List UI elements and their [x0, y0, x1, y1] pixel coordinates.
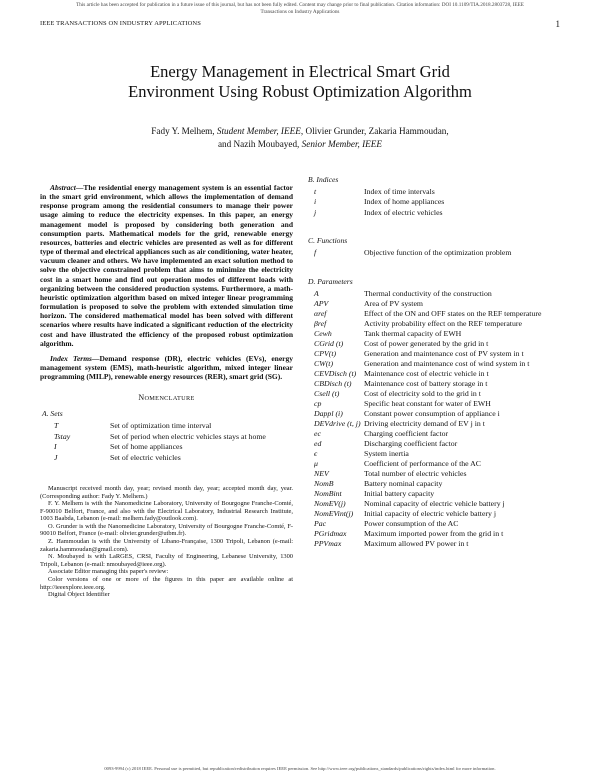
nomenclature-symbol: NomB	[314, 478, 334, 488]
nomenclature-row	[306, 359, 541, 369]
nomenclature-row	[306, 499, 541, 509]
functions-heading: C. Functions	[308, 236, 348, 246]
nomenclature-row	[306, 379, 541, 389]
nomenclature-row	[306, 469, 541, 479]
nomenclature-row	[306, 399, 541, 409]
nomenclature-symbol: NomBint	[314, 488, 342, 498]
nomenclature-description: Index of time intervals	[364, 187, 435, 196]
left-column	[40, 183, 293, 599]
nomenclature-symbol: Dappl (i)	[314, 408, 343, 418]
sets-table	[40, 421, 266, 463]
footnote-paragraph: Manuscript received month day, year; revised month day, year; accepted month day, year. (Corresponding author: Fady Y. Melhem.)	[40, 484, 293, 500]
nomenclature-symbol: PPVmax	[314, 538, 342, 548]
title-line1: Energy Management in Electrical Smart Grid	[150, 62, 450, 81]
nomenclature-symbol: NomEV(j)	[314, 498, 346, 508]
nomenclature-row	[306, 319, 541, 329]
nomenclature-symbol: A	[314, 288, 319, 298]
nomenclature-description: Cost of power generated by the grid in t	[364, 338, 489, 348]
nomenclature-symbol: cp	[314, 398, 322, 408]
nomenclature-description: Maintenance cost of battery storage in t	[364, 378, 488, 388]
nomenclature-description: Index of electric vehicles	[364, 207, 443, 217]
nomenclature-description: Tank thermal capacity of EWH	[364, 328, 462, 338]
abstract	[40, 183, 293, 348]
right-column	[306, 175, 562, 549]
preprint-notice-line2: Transactions on Industry Applications	[260, 9, 340, 15]
index-terms-text: —Demand response (DR), electric vehicles (EVs), energy management system (EMS), math-heuristic algorithm, mixed integer linear programming (MILP), renewable energy resources (RER), smart grid (SG).	[40, 353, 293, 382]
nomenclature-heading: NOMENCLATURE	[138, 393, 195, 403]
nomenclature-symbol: CPV(t)	[314, 348, 337, 358]
nomenclature-description: Nominal capacity of electric vehicle battery j	[364, 498, 505, 508]
nomenclature-row	[306, 509, 541, 519]
nomenclature-description: Effect of the ON and OFF states on the REF temperature	[364, 308, 542, 318]
nomenclature-symbol: T	[54, 421, 59, 431]
nomenclature-symbol: Pac	[314, 518, 327, 528]
author-list	[40, 125, 560, 151]
nomenclature-symbol: ϵ	[314, 448, 318, 458]
nomenclature-symbol: i	[314, 197, 317, 207]
footnote-paragraph: O. Grunder is with the Nanomedicine Laboratory, University of Bourgogne Franche-Comté, F-90010 Belfort, France (e-mail: olivier.grunder@utbm.fr).	[40, 522, 293, 538]
nomenclature-description: Set of home appliances	[110, 442, 183, 452]
nomenclature-symbol: CGrid (t)	[314, 338, 344, 348]
nomenclature-description: Total number of electric vehicles	[364, 468, 467, 478]
nomenclature-row	[306, 489, 541, 499]
nomenclature-symbol: μ	[314, 458, 318, 468]
nomenclature-symbol: I	[54, 442, 57, 452]
indices-heading: B. Indices	[308, 175, 339, 184]
nomenclature-description: Specific heat constant for water of EWH	[364, 398, 491, 408]
nomenclature-description: Maximum allowed PV power in t	[364, 538, 469, 548]
paper-title	[40, 62, 560, 102]
footnotes	[40, 485, 293, 599]
nomenclature-description: Initial capacity of electric vehicle battery j	[364, 508, 497, 518]
nomenclature-row	[40, 442, 266, 452]
nomenclature-description: Initial battery capacity	[364, 488, 435, 498]
nomenclature-row	[306, 439, 541, 449]
nomenclature-description: Activity probability effect on the REF temperature	[364, 318, 522, 328]
nomenclature-symbol: f	[314, 248, 317, 258]
nomenclature-symbol: PGridmax	[314, 528, 347, 538]
nomenclature-row	[306, 449, 541, 459]
index-terms	[40, 354, 293, 381]
nomenclature-description: Set of optimization time interval	[110, 421, 212, 431]
nomenclature-description: Driving electricity demand of EV j in t	[364, 418, 485, 428]
footnote-paragraph: Color versions of one or more of the figures in this paper are available online at http://ieeexplore.ieee.org.	[40, 576, 293, 591]
nomenclature-row	[40, 453, 266, 463]
nomenclature-description: Coefficient of performance of the AC	[364, 458, 481, 468]
nomenclature-row	[306, 208, 444, 218]
footnote-paragraph: Associate Editor managing this paper's review:	[48, 568, 169, 576]
nomenclature-description: Maintenance cost of electric vehicle in t	[364, 368, 489, 378]
nomenclature-description: Set of electric vehicles	[110, 452, 181, 462]
author-1-role: Student Member, IEEE,	[216, 126, 304, 136]
nomenclature-description: Cost of electricity sold to the grid in t	[364, 388, 481, 398]
nomenclature-row	[306, 349, 541, 359]
nomenclature-description: Generation and maintenance cost of PV system in t	[364, 348, 524, 358]
parameters-heading: D. Parameters	[308, 276, 353, 286]
nomenclature-symbol: t	[314, 187, 317, 196]
nomenclature-row	[306, 329, 541, 339]
page-number: 1	[555, 19, 560, 29]
copyright-line: 0093-9994 (c) 2018 IEEE. Personal use is permitted, but republication/redistribution requires IEEE permission. See http://www.ieee.org/publications_standards/publications/rights/index.html for more information.	[104, 766, 496, 771]
nomenclature-row	[306, 539, 541, 549]
nomenclature-description: Maximum imported power from the grid in t	[364, 528, 504, 538]
nomenclature-symbol: ec	[314, 428, 321, 438]
nomenclature-symbol: CW(t)	[314, 358, 334, 368]
nomenclature-description: Objective function of the optimization problem	[364, 248, 512, 258]
nomenclature-symbol: DEVdrive (t, j)	[314, 418, 361, 428]
nomenclature-description: System inertia	[364, 448, 409, 458]
functions-table	[306, 248, 511, 258]
nomenclature-row	[306, 419, 541, 429]
nomenclature-symbol: NEV	[314, 468, 329, 478]
nomenclature-row	[40, 421, 266, 431]
running-head: IEEE TRANSACTIONS ON INDUSTRY APPLICATIONS	[40, 20, 201, 27]
footnote-paragraph: Z. Hammoudan is with the University of Libano-Française, 1300 Tripoli, Lebanon (e-mail: zakaria.hammoudan@gmail.com).	[40, 538, 293, 553]
nomenclature-symbol: βref	[314, 318, 327, 328]
nomenclature-symbol: APV	[314, 298, 329, 308]
nomenclature-description: Generation and maintenance cost of wind system in t	[364, 358, 530, 368]
nomenclature-description: Discharging coefficient factor	[364, 438, 458, 448]
nomenclature-description: Power consumption of the AC	[364, 518, 459, 528]
parameters-table	[306, 289, 541, 549]
index-terms-label: Index Terms	[50, 353, 92, 363]
footnote-paragraph: N. Moubayed is with LaRGES, CRSI, Faculty of Engineering, Lebanese University, 1300 Tripoli, Lebanon (e-mail: nmoubayed@ieee.org).	[40, 553, 293, 568]
nomenclature-symbol: Cewh	[314, 328, 332, 338]
nomenclature-symbol: ed	[314, 438, 322, 448]
author-2-4: Olivier Grunder, Zakaria Hammoudan,	[305, 126, 449, 136]
nomenclature-row	[306, 529, 541, 539]
nomenclature-symbol: CEVDisch (t)	[314, 368, 357, 378]
nomenclature-row	[306, 197, 444, 207]
nomenclature-row	[306, 248, 511, 258]
nomenclature-row	[306, 187, 444, 197]
nomenclature-description: Battery nominal capacity	[364, 478, 443, 488]
sets-heading: A. Sets	[42, 409, 63, 419]
nomenclature-description: Thermal conductivity of the construction	[364, 288, 492, 298]
nomenclature-row	[306, 299, 541, 309]
nomenclature-symbol: J	[54, 452, 58, 462]
author-last: and Nazih Moubayed,	[217, 139, 300, 149]
nomenclature-row	[306, 479, 541, 489]
abstract-label: Abstract	[50, 183, 76, 192]
nomenclature-symbol: Csell (t)	[314, 388, 340, 398]
footnote-paragraph: F. Y. Melhem is with the Nanomedicine Laboratory, University of Bourgogne Franche-Comté, F-90010 Belfort, France, and also with the Electrical Laboratory, Industrial Research Institute, 1003 Baabda, Lebanon (e-mail: melhem.fady@outlook.com).	[40, 500, 293, 523]
nomenclature-row	[40, 432, 266, 442]
nomenclature-row	[306, 289, 541, 299]
nomenclature-description: Set of period when electric vehicles stays at home	[110, 431, 266, 441]
nomenclature-description: Area of PV system	[364, 298, 423, 308]
preprint-notice-line1: This article has been accepted for publication in a future issue of this journal, but has not been fully edited. Content may change prior to final publication. Citation information: DOI 10.1109/TIA.2018.2803728, IEEE	[76, 2, 524, 8]
nomenclature-row	[306, 389, 541, 399]
nomenclature-row	[306, 519, 541, 529]
preprint-notice	[0, 2, 600, 16]
nomenclature-symbol: CBDisch (t)	[314, 378, 352, 388]
nomenclature-row	[306, 459, 541, 469]
nomenclature-symbol: NomEVint(j)	[314, 508, 354, 518]
nomenclature-symbol: Tstay	[54, 431, 71, 441]
nomenclature-symbol: j	[314, 207, 317, 217]
nomenclature-description: Constant power consumption of appliance i	[364, 408, 500, 418]
author-1: Fady Y. Melhem,	[151, 126, 215, 136]
nomenclature-row	[306, 309, 541, 319]
nomenclature-row	[306, 429, 541, 439]
abstract-text: —The residential energy management system is an essential factor in the smart grid environment, which allows the implementation of demand response program among the residential consumers to manage their power usage aiming to reduce the electricity expenses. In this paper, an energy management model is proposed by considering both generation and consumption parts. Mathematical models for the grid, renewable energy resources, batteries and electric vehicles are presented as well as for different type of thermal and electrical appliances such as air conditioning, water heater, vacuum cleaner and others. We have implemented an exact solution method to solve the objective constrained problem that aims to minimize the electricity cost in a smart home and find out operation modes of different loads with organizing between the considered production systems. Furthermore, a math-heuristic optimization algorithm based on mixed integer linear programming formulation is proposed to solve the problem with extended simulation time horizon. The considered mathematical model has been solved with different scenarios where results have indicated a significant reduction of the electricity cost and have illustrated the efficiency of the proposed robust optimization algorithm.	[40, 183, 293, 348]
author-last-role: Senior Member, IEEE	[301, 139, 383, 149]
nomenclature-row	[306, 409, 541, 419]
nomenclature-row	[306, 369, 541, 379]
nomenclature-description: Index of home appliances	[364, 197, 445, 207]
title-line2: Environment Using Robust Optimization Algorithm	[128, 82, 472, 101]
indices-table	[306, 187, 444, 218]
nomenclature-row	[306, 339, 541, 349]
nomenclature-description: Charging coefficient factor	[364, 428, 449, 438]
nomenclature-symbol: αref	[314, 308, 327, 318]
footnote-paragraph: Digital Object Identifier	[48, 591, 110, 599]
